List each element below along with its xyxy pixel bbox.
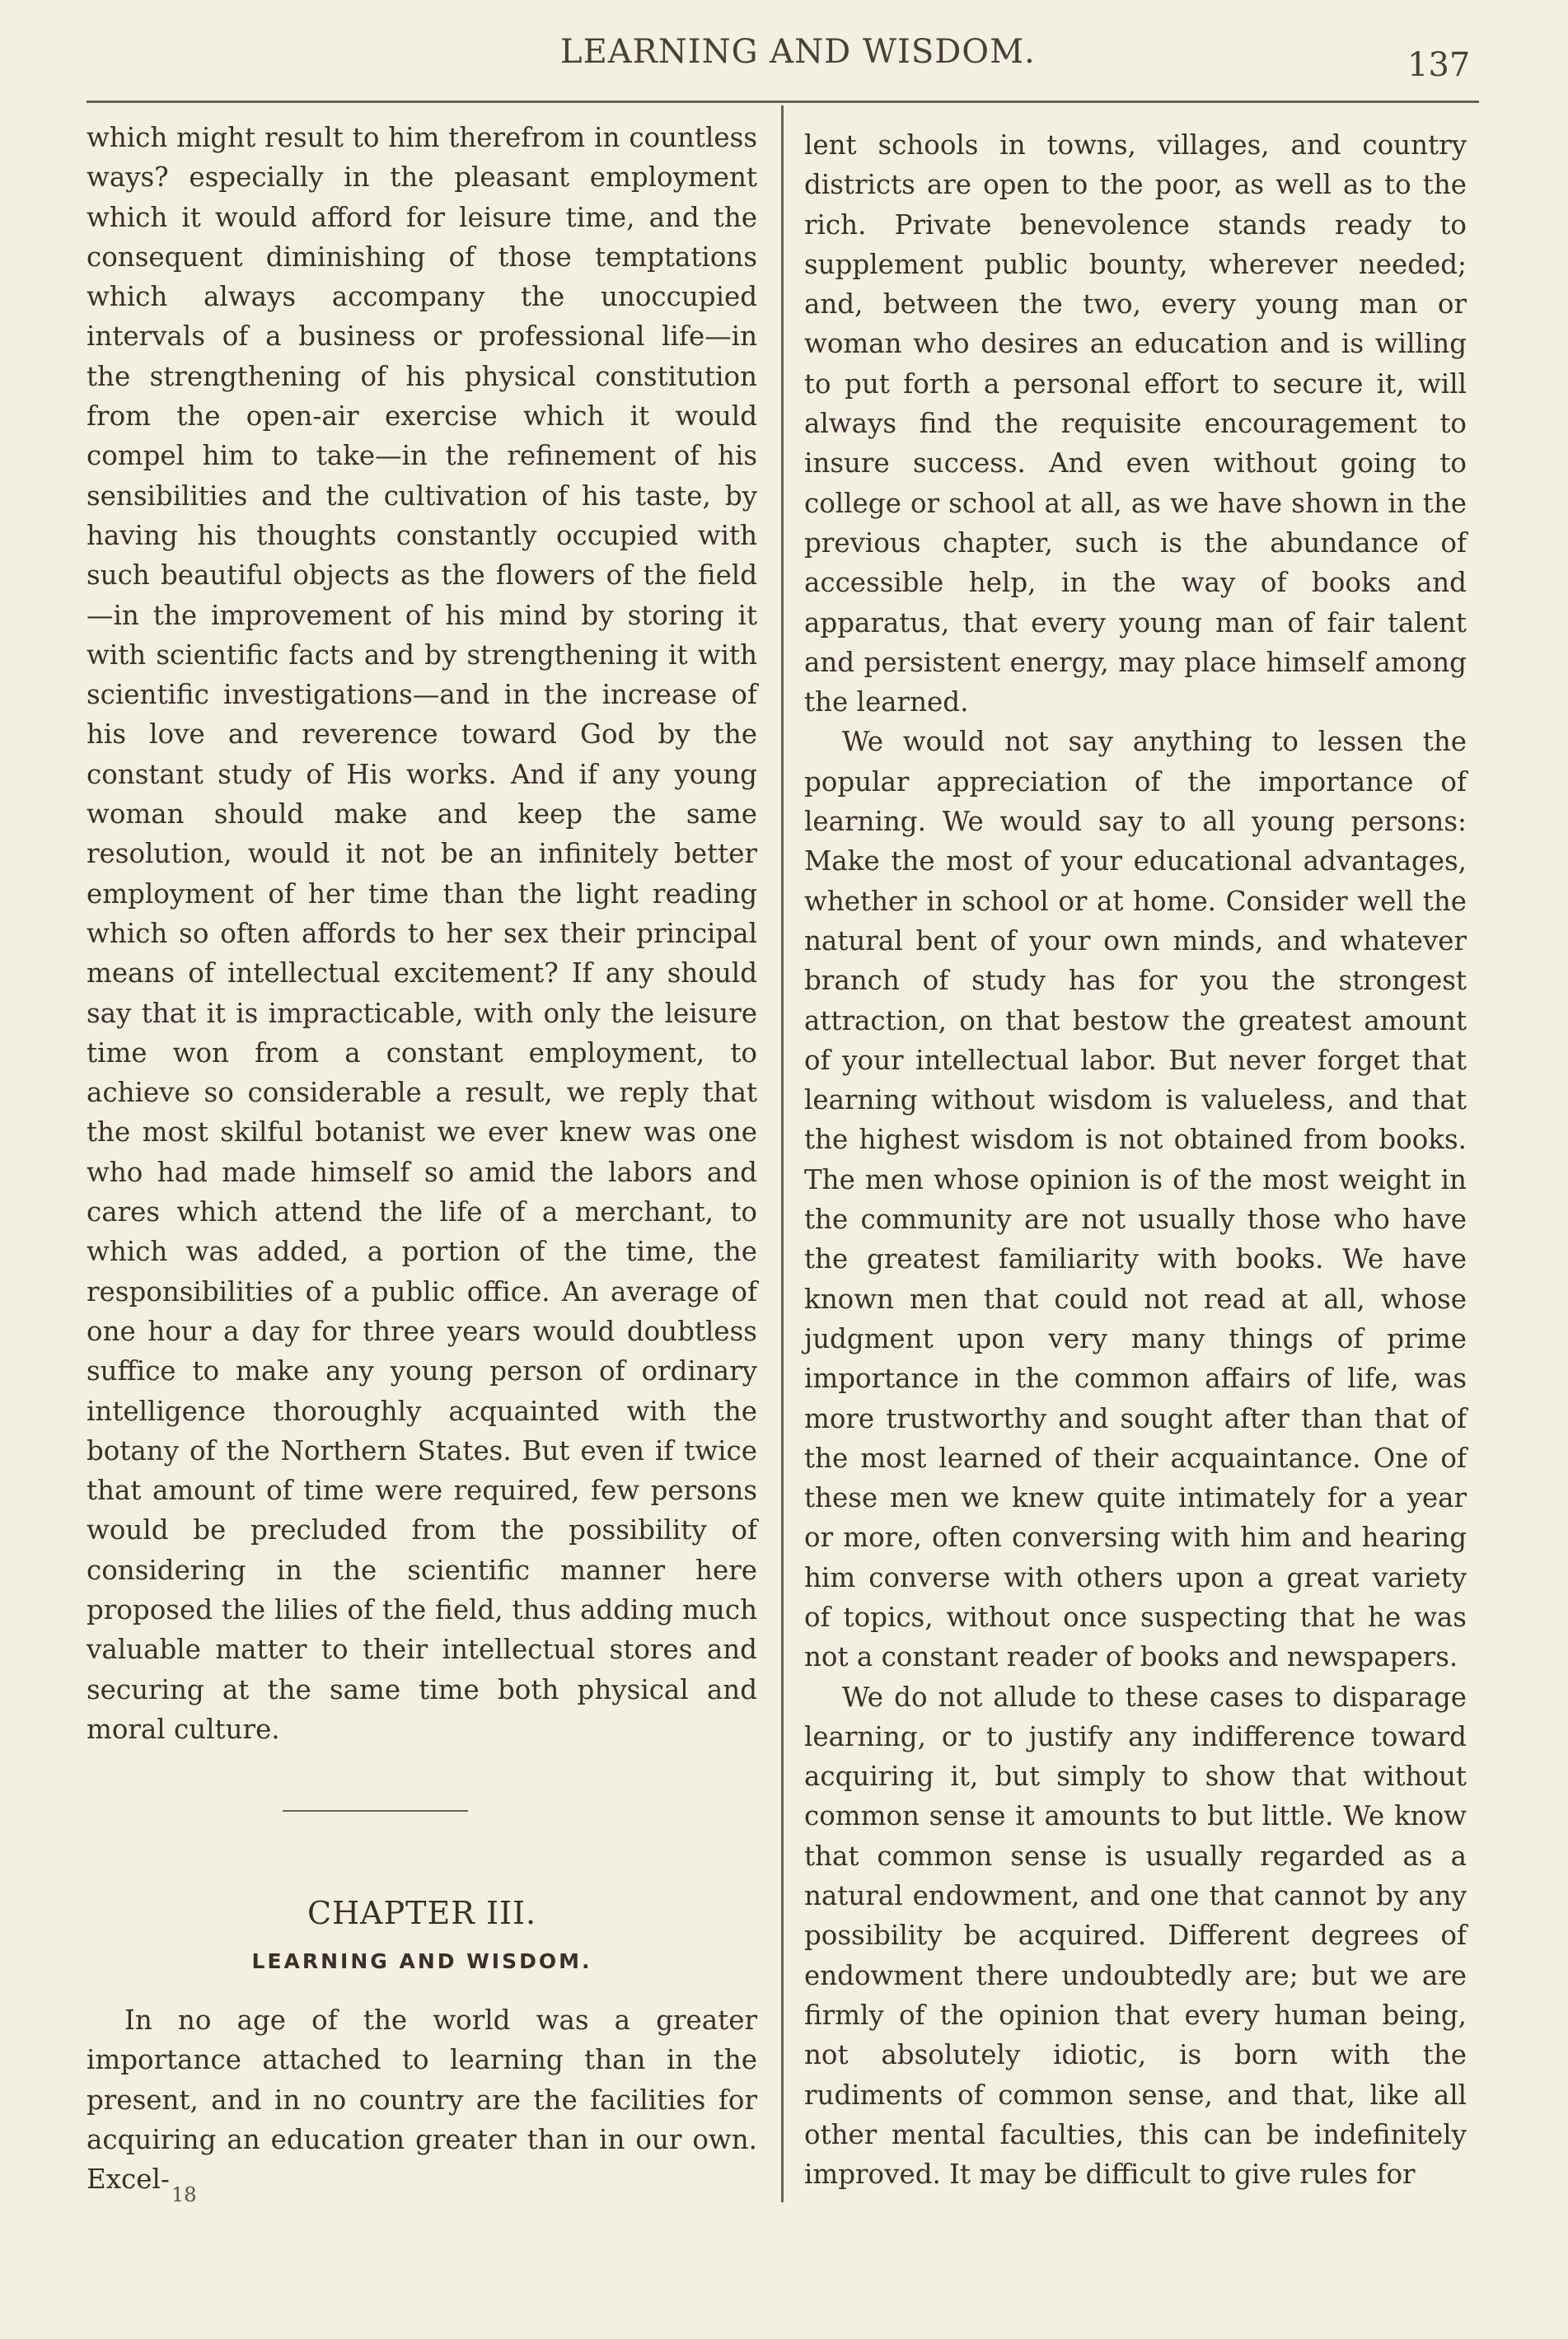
right-paragraph-2: We would not say anything to lessen the popular appreciation of the importance of learning. We would say to all young persons: Make the most of your educational advantages, whether in school or at home. Consider well the natural bent of your own minds, and whatever branch of study has for you the strongest attraction, on that bestow the greatest amount of your intellectual labor. But never forget that learning without wisdom is valueless, and that the highest wisdom is not obtained from books. The men whose opinion is of the most weight in the community are not usually those who have the greatest familiarity with books. We have known men that could not read at all, whose judgment upon very many things of prime importance in the common affairs of life, was more trustworthy and sought after than that of the most learned of their acquaintance. One of these men we knew quite intimately for a year or more, often conversing with him and hearing him converse with others upon a great variety of topics, without once suspecting that he was not a constant reader of books and newspapers. [804, 726, 1467, 1673]
right-paragraph-3: We do not allude to these cases to disparage learning, or to justify any indifference toward acquiring it, but simply to show that without common sense it amounts to but little. We know that common sense is usually regarded as a natural endowment, and one that cannot by any possibility be acquired. Different degrees of endowment there undoubtedly are; but we are firmly of the opinion that every human being, not absolutely idiotic, is born with the rudiments of common sense, and that, like all other mental faculties, this can be indefinitely improved. It may be difficult to give rules for [804, 1681, 1467, 2191]
right-column [804, 125, 1467, 2194]
running-head: LEARNING AND WISDOM. [560, 33, 1036, 71]
signature-mark: 18 [171, 2183, 197, 2206]
page-number: 137 [1407, 46, 1471, 84]
header-rule [87, 101, 1479, 103]
section-rule [283, 1810, 468, 1812]
left-column [87, 118, 757, 1749]
chapter-title: CHAPTER III. [307, 1895, 537, 1931]
chapter-opening-paragraph: In no age of the world was a greater importance attached to learning than in the present, and in no country are the facilities for acquiring an education greater than in our own. Excel- [87, 2005, 757, 2196]
right-paragraph-1: lent schools in towns, villages, and country districts are open to the poor, as well as to the rich. Private benevolence stands ready to supplement public bounty, wherever needed; and, between the two, every young man or woman who desires an education and is willing to put forth a personal effort to secure it, will always find the requisite encouragement to insure success. And even without going to college or school at all, as we have shown in the previous chapter, such is the abundance of accessible help, in the way of books and apparatus, that every young man of fair talent and persistent energy, may place himself among the learned. [804, 129, 1467, 718]
chapter-subtitle: LEARNING AND WISDOM. [251, 1949, 592, 1973]
left-paragraph-1: which might result to him therefrom in countless ways? especially in the pleasant employment which it would afford for leisure time, and the consequent diminishing of those temptations which always accompany the unoccupied intervals of a business or professional life—in the strengthening of his physical constitution from the open-air exercise which it would compel him to take—in the refinement of his sensibilities and the cultivation of his taste, by having his thoughts constantly occupied with such beautiful objects as the flowers of the field—in the improvement of his mind by storing it with scientific facts and by strengthening it with scientific investigations—and in the increase of his love and reverence toward God by the constant study of His works. And if any young woman should make and keep the same resolution, would it not be an infinitely better employment of her time than the light reading which so often affords to her sex their principal means of intellectual excitement? If any should say that it is impracticable, with only the leisure time won from a constant employment, to achieve so considerable a result, we reply that the most skilful botanist we ever knew was one who had made himself so amid the labors and cares which attend the life of a merchant, to which was added, a portion of the time, the responsibilities of a public office. An average of one hour a day for three years would doubtless suffice to make any young person of ordinary intelligence thoroughly acquainted with the botany of the Northern States. But even if twice that amount of time were required, few persons would be precluded from the possibility of considering in the scientific manner here proposed the lilies of the field, thus adding much valuable matter to their intellectual stores and securing at the same time both physical and moral culture. [87, 122, 757, 1745]
column-divider [781, 105, 784, 2202]
chapter-opening [87, 2000, 757, 2199]
